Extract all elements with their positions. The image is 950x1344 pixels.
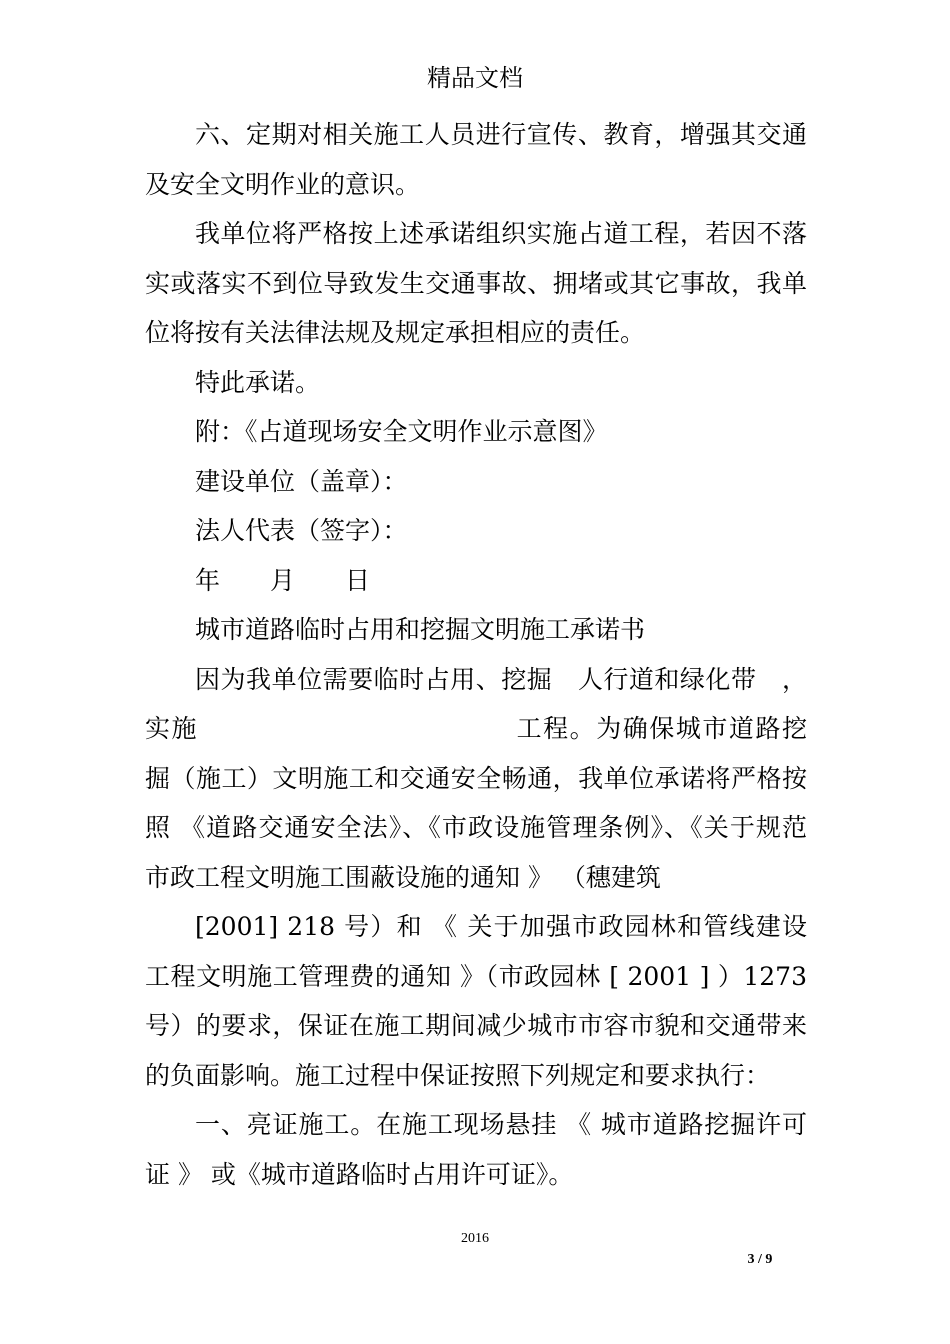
paragraph-line: [2001] 218 号）和 《 关于加强市政园林和管线建设 <box>195 912 807 941</box>
paragraph-line: 的负面影响。施工过程中保证按照下列规定和要求执行： <box>145 1060 771 1090</box>
paragraph-line: 实施 工程。为确保城市道路挖 <box>145 714 807 743</box>
paragraph-line: 及安全文明作业的意识。 <box>145 169 421 199</box>
paragraph-line: 六、定期对相关施工人员进行宣传、教育，增强其交通 <box>195 120 807 149</box>
page-number: 3 / 9 <box>747 1252 773 1267</box>
paragraph-line: 号）的要求，保证在施工期间减少城市市容市貌和交通带来 <box>145 1011 807 1040</box>
paragraph-line: 市政工程文明施工围蔽设施的通知 》 （穗建筑 <box>145 862 661 892</box>
paragraph-line: 工程文明施工管理费的通知 》（市政园林 [ 2001 ] ）1273 <box>145 961 807 991</box>
footer-year: 2016 <box>461 1231 489 1246</box>
date-field-label: 年 月 日 <box>195 565 371 595</box>
section-title: 城市道路临时占用和挖掘文明施工承诺书 <box>195 615 646 644</box>
paragraph-line: 特此承诺。 <box>195 367 321 397</box>
paragraph-line: 我单位将严格按上述承诺组织实施占道工程，若因不落 <box>195 219 807 248</box>
attachment-line: 附：《占道现场安全文明作业示意图》 <box>195 417 608 446</box>
paragraph-line: 掘（施工）文明施工和交通安全畅通，我单位承诺将严格按 <box>145 763 807 793</box>
document-body <box>145 110 807 1199</box>
paragraph-line: 位将按有关法律法规及规定承担相应的责任。 <box>145 318 646 347</box>
paragraph-line: 实或落实不到位导致发生交通事故、拥堵或其它事故，我单 <box>145 268 807 298</box>
paragraph-line: 一、亮证施工。在施工现场悬挂 《 城市道路挖掘许可 <box>195 1110 807 1139</box>
signature-field-label: 法人代表（签字）： <box>195 516 408 545</box>
page-header-title: 精品文档 <box>427 64 523 92</box>
paragraph-line: 证 》 或《城市道路临时占用许可证》。 <box>145 1159 574 1189</box>
seal-field-label: 建设单位（盖章）： <box>195 466 408 496</box>
paragraph-line: 照 《道路交通安全法》、《市政设施管理条例》、《关于规范 <box>145 813 807 842</box>
paragraph-line: 因为我单位需要临时占用、挖掘 人行道和绿化带 ， <box>195 664 807 694</box>
